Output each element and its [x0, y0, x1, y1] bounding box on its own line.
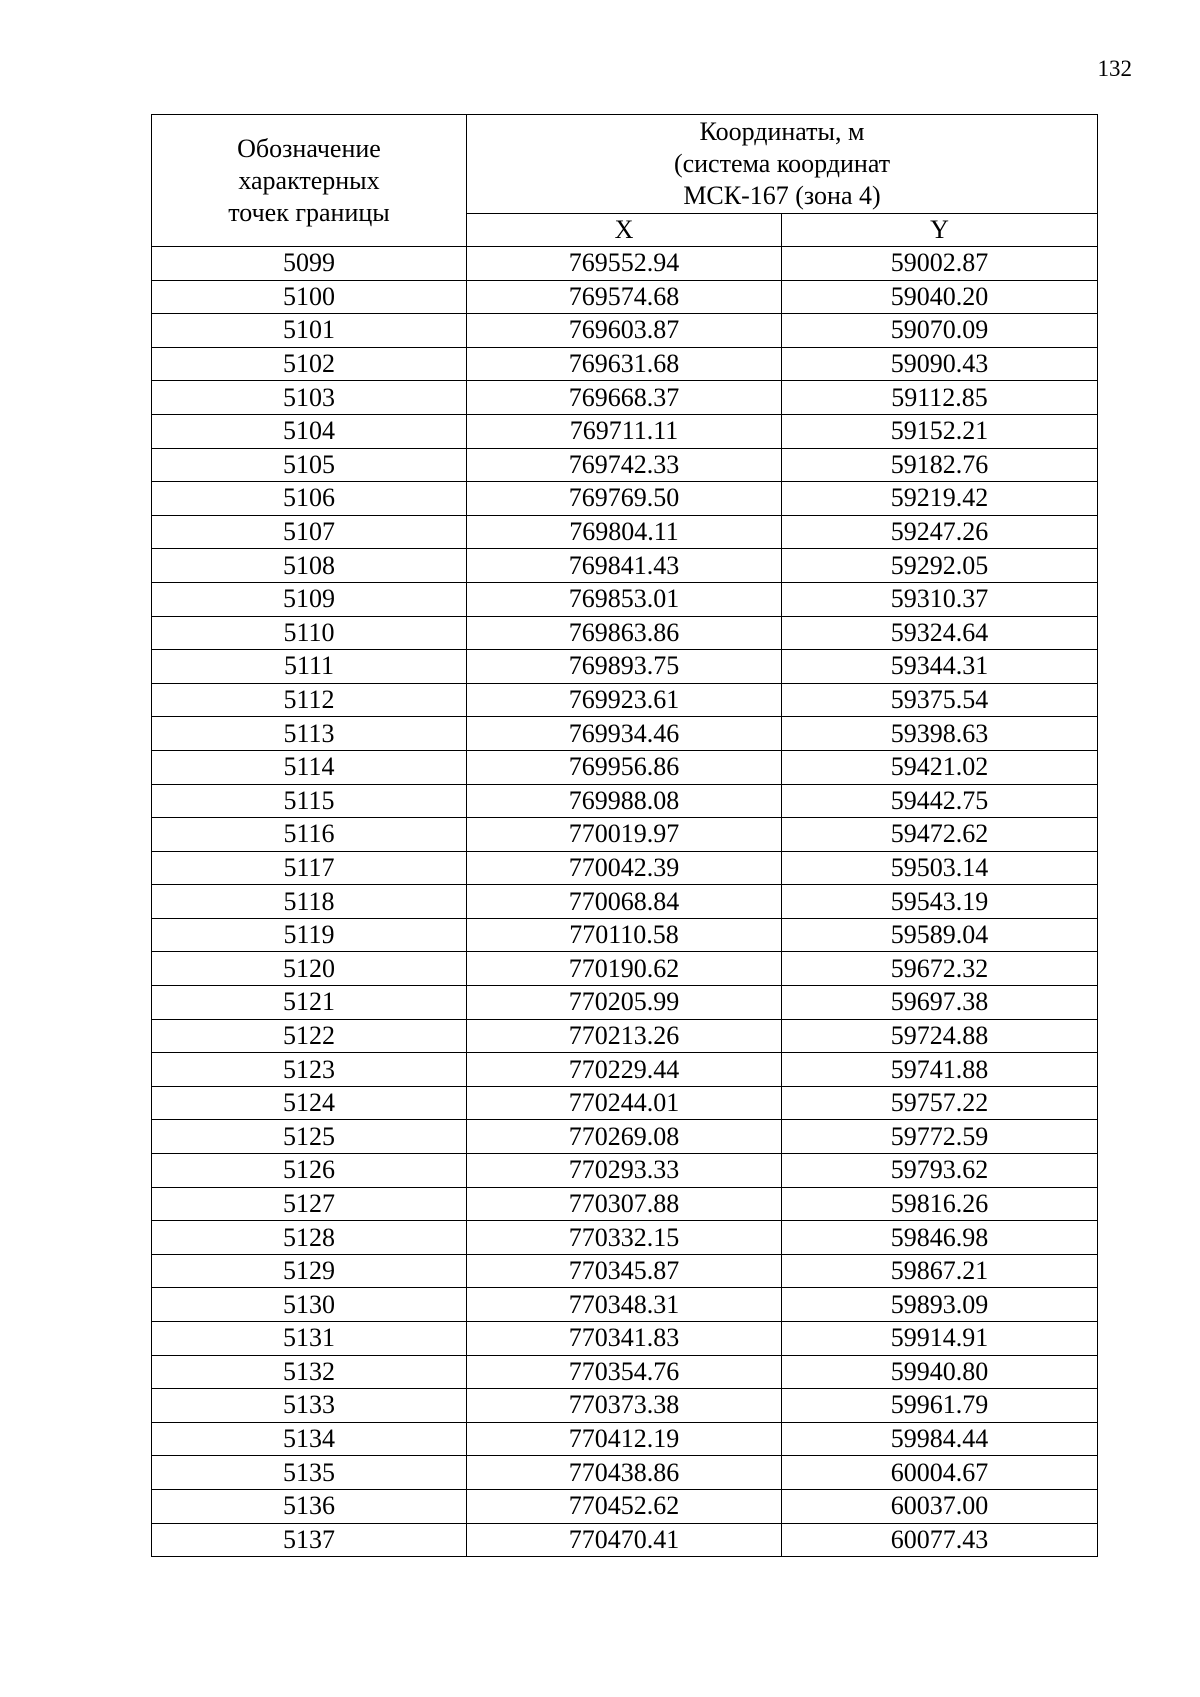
- table-row: [152, 851, 1098, 885]
- cell-x: 770470.41: [467, 1523, 782, 1557]
- cell-x: 770213.26: [467, 1019, 782, 1053]
- cell-y: 59292.05: [782, 549, 1098, 583]
- cell-y: 60037.00: [782, 1489, 1098, 1523]
- header-coords-line: МСК-167 (зона 4): [683, 181, 881, 210]
- cell-y: 59724.88: [782, 1019, 1098, 1053]
- cell-y: 59589.04: [782, 918, 1098, 952]
- cell-point: 5102: [152, 347, 467, 381]
- cell-y: 59741.88: [782, 1053, 1098, 1087]
- cell-x: 770269.08: [467, 1120, 782, 1154]
- cell-y: 59182.76: [782, 448, 1098, 482]
- table-row: [152, 582, 1098, 616]
- cell-x: 770373.38: [467, 1389, 782, 1423]
- cell-y: 59421.02: [782, 750, 1098, 784]
- cell-x: 769552.94: [467, 247, 782, 281]
- cell-x: 769711.11: [467, 414, 782, 448]
- cell-y: 59472.62: [782, 818, 1098, 852]
- table-row: [152, 918, 1098, 952]
- cell-point: 5111: [152, 650, 467, 684]
- cell-point: 5117: [152, 851, 467, 885]
- cell-point: 5119: [152, 918, 467, 952]
- table-header: [152, 115, 1098, 247]
- cell-y: 59090.43: [782, 347, 1098, 381]
- cell-x: 770412.19: [467, 1422, 782, 1456]
- cell-point: 5122: [152, 1019, 467, 1053]
- cell-y: 59543.19: [782, 885, 1098, 919]
- cell-x: 769804.11: [467, 515, 782, 549]
- header-point-line: характерных: [238, 165, 380, 195]
- table-row: [152, 750, 1098, 784]
- cell-y: 59070.09: [782, 314, 1098, 348]
- table-row: [152, 986, 1098, 1020]
- cell-y: 59219.42: [782, 482, 1098, 516]
- header-point-line: точек границы: [228, 197, 390, 227]
- table-row: [152, 1221, 1098, 1255]
- cell-y: 59893.09: [782, 1288, 1098, 1322]
- cell-point: 5107: [152, 515, 467, 549]
- cell-point: 5130: [152, 1288, 467, 1322]
- cell-y: 60077.43: [782, 1523, 1098, 1557]
- table-row: [152, 1120, 1098, 1154]
- cell-point: 5099: [152, 247, 467, 281]
- header-x: X: [467, 214, 782, 247]
- cell-point: 5131: [152, 1322, 467, 1356]
- cell-point: 5115: [152, 784, 467, 818]
- table-row: [152, 1322, 1098, 1356]
- cell-point: 5128: [152, 1221, 467, 1255]
- cell-x: 770110.58: [467, 918, 782, 952]
- table-row: [152, 314, 1098, 348]
- cell-y: 59442.75: [782, 784, 1098, 818]
- table-row: [152, 1355, 1098, 1389]
- table-body: [152, 247, 1098, 1557]
- cell-x: 770345.87: [467, 1254, 782, 1288]
- table-row: [152, 1086, 1098, 1120]
- table-row: [152, 448, 1098, 482]
- cell-y: 59793.62: [782, 1154, 1098, 1188]
- cell-point: 5136: [152, 1489, 467, 1523]
- cell-y: 59846.98: [782, 1221, 1098, 1255]
- table-row: [152, 1254, 1098, 1288]
- header-coordinates: [467, 115, 1098, 214]
- cell-point: 5120: [152, 952, 467, 986]
- cell-point: 5108: [152, 549, 467, 583]
- page-number: 132: [1097, 56, 1132, 81]
- cell-y: 59375.54: [782, 683, 1098, 717]
- table-row: [152, 1053, 1098, 1087]
- cell-x: 770068.84: [467, 885, 782, 919]
- cell-x: 770438.86: [467, 1456, 782, 1490]
- cell-y: 59816.26: [782, 1187, 1098, 1221]
- cell-point: 5121: [152, 986, 467, 1020]
- cell-y: 59040.20: [782, 280, 1098, 314]
- cell-x: 769956.86: [467, 750, 782, 784]
- header-coords-line: (система координат: [673, 149, 891, 178]
- table-row: [152, 683, 1098, 717]
- cell-y: 60004.67: [782, 1456, 1098, 1490]
- cell-y: 59914.91: [782, 1322, 1098, 1356]
- cell-point: 5116: [152, 818, 467, 852]
- cell-y: 59324.64: [782, 616, 1098, 650]
- cell-point: 5124: [152, 1086, 467, 1120]
- cell-x: 769668.37: [467, 381, 782, 415]
- cell-x: 769988.08: [467, 784, 782, 818]
- cell-point: 5118: [152, 885, 467, 919]
- cell-x: 769934.46: [467, 717, 782, 751]
- cell-y: 59961.79: [782, 1389, 1098, 1423]
- cell-x: 769769.50: [467, 482, 782, 516]
- cell-point: 5112: [152, 683, 467, 717]
- cell-y: 59398.63: [782, 717, 1098, 751]
- cell-x: 769863.86: [467, 616, 782, 650]
- cell-y: 59984.44: [782, 1422, 1098, 1456]
- table-row: [152, 650, 1098, 684]
- cell-x: 769631.68: [467, 347, 782, 381]
- cell-y: 59772.59: [782, 1120, 1098, 1154]
- cell-x: 770348.31: [467, 1288, 782, 1322]
- cell-x: 770332.15: [467, 1221, 782, 1255]
- cell-y: 59344.31: [782, 650, 1098, 684]
- cell-x: 770293.33: [467, 1154, 782, 1188]
- cell-point: 5126: [152, 1154, 467, 1188]
- cell-point: 5135: [152, 1456, 467, 1490]
- table-row: [152, 1422, 1098, 1456]
- cell-y: 59503.14: [782, 851, 1098, 885]
- table-row: [152, 247, 1098, 281]
- cell-x: 770341.83: [467, 1322, 782, 1356]
- cell-point: 5113: [152, 717, 467, 751]
- header-point-line: Обозначение: [237, 133, 381, 163]
- cell-x: 770354.76: [467, 1355, 782, 1389]
- table-row: [152, 1288, 1098, 1322]
- cell-x: 769574.68: [467, 280, 782, 314]
- cell-point: 5103: [152, 381, 467, 415]
- table-row: [152, 1154, 1098, 1188]
- cell-point: 5104: [152, 414, 467, 448]
- cell-point: 5132: [152, 1355, 467, 1389]
- table-row: [152, 1456, 1098, 1490]
- header-coords-line: Координаты, м: [699, 117, 865, 146]
- cell-x: 770190.62: [467, 952, 782, 986]
- cell-point: 5134: [152, 1422, 467, 1456]
- header-point-designation: [152, 115, 467, 247]
- table-row: [152, 482, 1098, 516]
- cell-y: 59002.87: [782, 247, 1098, 281]
- cell-x: 769853.01: [467, 582, 782, 616]
- cell-point: 5137: [152, 1523, 467, 1557]
- cell-y: 59757.22: [782, 1086, 1098, 1120]
- table-row: [152, 1489, 1098, 1523]
- cell-point: 5127: [152, 1187, 467, 1221]
- table-row: [152, 280, 1098, 314]
- table-row: [152, 952, 1098, 986]
- table-row: [152, 818, 1098, 852]
- table-row: [152, 784, 1098, 818]
- table-row: [152, 414, 1098, 448]
- header-y: Y: [782, 214, 1098, 247]
- cell-y: 59867.21: [782, 1254, 1098, 1288]
- cell-y: 59672.32: [782, 952, 1098, 986]
- cell-x: 769841.43: [467, 549, 782, 583]
- cell-y: 59247.26: [782, 515, 1098, 549]
- cell-x: 769603.87: [467, 314, 782, 348]
- table-row: [152, 381, 1098, 415]
- cell-x: 769742.33: [467, 448, 782, 482]
- cell-point: 5133: [152, 1389, 467, 1423]
- cell-point: 5123: [152, 1053, 467, 1087]
- table-row: [152, 616, 1098, 650]
- cell-y: 59940.80: [782, 1355, 1098, 1389]
- cell-x: 769893.75: [467, 650, 782, 684]
- table-row: [152, 347, 1098, 381]
- table-row: [152, 1523, 1098, 1557]
- cell-point: 5100: [152, 280, 467, 314]
- cell-point: 5105: [152, 448, 467, 482]
- cell-y: 59697.38: [782, 986, 1098, 1020]
- cell-x: 770019.97: [467, 818, 782, 852]
- table-row: [152, 717, 1098, 751]
- coordinates-table: [151, 114, 1098, 1557]
- cell-x: 769923.61: [467, 683, 782, 717]
- table-row: [152, 1019, 1098, 1053]
- table-row: [152, 549, 1098, 583]
- cell-point: 5129: [152, 1254, 467, 1288]
- cell-y: 59152.21: [782, 414, 1098, 448]
- cell-x: 770042.39: [467, 851, 782, 885]
- table-row: [152, 1187, 1098, 1221]
- cell-x: 770229.44: [467, 1053, 782, 1087]
- cell-y: 59310.37: [782, 582, 1098, 616]
- cell-x: 770205.99: [467, 986, 782, 1020]
- cell-x: 770244.01: [467, 1086, 782, 1120]
- cell-point: 5110: [152, 616, 467, 650]
- cell-point: 5125: [152, 1120, 467, 1154]
- cell-x: 770452.62: [467, 1489, 782, 1523]
- table-row: [152, 885, 1098, 919]
- cell-point: 5109: [152, 582, 467, 616]
- cell-point: 5101: [152, 314, 467, 348]
- table-row: [152, 515, 1098, 549]
- table-row: [152, 1389, 1098, 1423]
- cell-point: 5106: [152, 482, 467, 516]
- cell-y: 59112.85: [782, 381, 1098, 415]
- cell-point: 5114: [152, 750, 467, 784]
- cell-x: 770307.88: [467, 1187, 782, 1221]
